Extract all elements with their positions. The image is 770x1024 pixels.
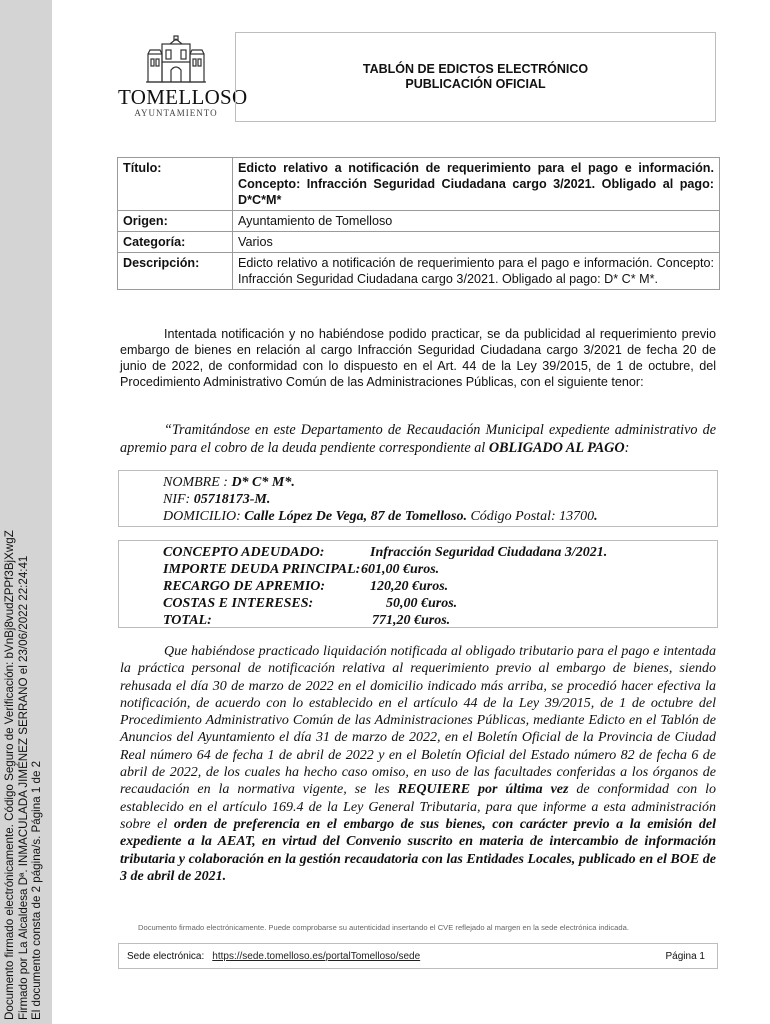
header-box xyxy=(235,32,716,122)
footer-note: Documento firmado electrónicamente. Puede comprobarse su autenticidad insertando el CVE reflejado al margen en la sede electrónica indicada. xyxy=(138,923,629,932)
quote-bold: OBLIGADO AL PAGO xyxy=(488,440,625,456)
debt-row xyxy=(163,595,717,612)
debtor-name-line xyxy=(163,474,717,491)
nif-label: NIF: xyxy=(163,492,194,507)
categoria-value: Varios xyxy=(233,232,720,253)
domicilio-value: Calle López De Vega, 87 de Tomelloso. xyxy=(244,509,467,524)
quote-end: : xyxy=(624,440,630,456)
req-text-2: de conformidad con lo establecido en el artículo 169.4 de la Ley General Tributaria, para que informe a esta administración sobre el xyxy=(120,782,716,832)
debt-row xyxy=(163,544,717,561)
debt-label: RECARGO DE APREMIO: xyxy=(163,579,326,594)
table-row xyxy=(118,211,720,232)
table-row xyxy=(118,232,720,253)
debt-label: CONCEPTO ADEUDADO: xyxy=(163,545,325,560)
descripcion-value: Edicto relativo a notificación de requerimiento para el pago e información. Concepto: Infracción Seguridad Ciudadana cargo 3/2021. Obligado al pago: D* C* M*. xyxy=(233,253,720,290)
debt-box xyxy=(118,540,718,628)
postal-code-end: . xyxy=(594,509,598,524)
debtor-box xyxy=(118,470,718,527)
titulo-value: Edicto relativo a notificación de requerimiento para el pago e información. Concepto: Infracción Seguridad Ciudadana cargo 3/2021. Obligado al pago: D*C*M* xyxy=(233,158,720,211)
header-subtitle: PUBLICACIÓN OFICIAL xyxy=(405,77,546,91)
signature-side-text xyxy=(3,530,44,1020)
debt-value: 771,20 €uros. xyxy=(372,613,451,628)
quote-text: “Tramitándose en este Departamento de Recaudación Municipal expediente administrativo de apremio para el cobro de la deuda pendiente correspondiente al xyxy=(120,422,716,456)
debt-value: 601,00 €uros. xyxy=(361,562,440,577)
nombre-value: D* C* M*. xyxy=(231,475,295,490)
debtor-address-line xyxy=(163,508,717,525)
requirement-paragraph xyxy=(120,643,716,885)
sede-link[interactable]: https://sede.tomelloso.es/portalTomelloso/sede xyxy=(212,950,421,962)
debtor-nif-line xyxy=(163,491,717,508)
descripcion-label: Descripción: xyxy=(118,253,233,290)
edict-info-table xyxy=(117,157,720,290)
side-line-pages: El documento consta de 2 página/s. Página 1 de 2 xyxy=(30,760,43,1020)
header-title: TABLÓN DE EDICTOS ELECTRÓNICO xyxy=(362,62,589,76)
signature-side-strip xyxy=(0,0,52,1024)
nif-value: 05718173-M. xyxy=(193,492,271,507)
req-text-1: Que habiéndose practicado liquidación notificada al obligado tributario para el pago e intentada la práctica personal de notificación relativa al requerimiento previo al embargo de bienes, siendo rehusada el día 30 de marzo de 2022 en el domicilio indicado más arriba, se procedió hacer efectiva la notificación, de acuerdo con lo establecido en el artículo 44 de la Ley 39/2015, de 1 de octubre del Procedimiento Administrativo Común de las Administraciones Públicas, mediante Edicto en el Tablón de Anuncios del Ayuntamiento el día 31 de marzo de 2022, en el Boletín Oficial de la Provincia de Ciudad Real número 64 de fecha 1 de abril de 2022 y en el Boletín Oficial del Estado número 82 de fecha 6 de abril de 2022, de los cuales ha hecho caso omiso, en uso de las facultades conferidas a los órganos de recaudación en la normativa vigente, se les xyxy=(120,644,716,798)
req-bold-1: REQUIERE por última vez xyxy=(397,782,569,798)
table-row xyxy=(118,158,720,211)
intro-paragraph: Intentada notificación y no habiéndose podido practicar, se da publicidad al requerimiento previo embargo de bienes en relación al cargo Infracción Seguridad Ciudadana cargo 3/2021 de fecha 20 de junio de 2022, de conformidad con lo dispuesto en el Art. 44 de la Ley 39/2015, de 1 de octubre, del Procedimiento Administrativo Común de las Administraciones Públicas, con el siguiente tenor: xyxy=(120,327,716,389)
logo-name: TOMELLOSO xyxy=(118,85,248,109)
page-number: Página 1 xyxy=(665,950,705,962)
sede-label: Sede electrónica: xyxy=(127,950,205,962)
debt-label: IMPORTE DEUDA PRINCIPAL: xyxy=(163,562,361,577)
table-row xyxy=(118,253,720,290)
domicilio-label: DOMICILIO: xyxy=(163,509,245,524)
logo-subtitle: AYUNTAMIENTO xyxy=(134,108,218,118)
debt-row xyxy=(163,612,717,629)
debt-value: 50,00 €uros. xyxy=(386,596,458,611)
postal-code: Código Postal: 13700 xyxy=(466,509,595,524)
debt-row xyxy=(163,561,717,578)
debt-label: COSTAS E INTERESES: xyxy=(163,596,314,611)
titulo-label: Título: xyxy=(118,158,233,211)
categoria-label: Categoría: xyxy=(118,232,233,253)
debt-row xyxy=(163,578,717,595)
quote-paragraph xyxy=(120,421,716,457)
debt-value: Infracción Seguridad Ciudadana 3/2021. xyxy=(370,545,608,560)
footer-box xyxy=(118,943,718,969)
town-hall-emblem-icon xyxy=(144,34,208,84)
req-bold-2: orden de preferencia en el embargo de sus bienes, con carácter previo a la emisión del expediente a la AEAT, en virtud del Convenio suscrito en materia de intercambio de información tributaria y colaboración en la gestión recaudatoria con las Entidades Locales, publicado en el BOE de 3 de abril de 2021. xyxy=(120,816,716,884)
tomelloso-logo xyxy=(118,34,248,120)
debt-label: TOTAL: xyxy=(163,613,212,628)
origen-value: Ayuntamiento de Tomelloso xyxy=(233,211,720,232)
side-line-verification: Documento firmado electrónicamente. Código Seguro de Verificación: bVnBj8vudZPPf3BjXwgZ xyxy=(3,530,16,1020)
debt-value: 120,20 €uros. xyxy=(370,579,449,594)
nombre-label: NOMBRE : xyxy=(163,475,232,490)
origen-label: Origen: xyxy=(118,211,233,232)
side-line-signer: Firmado por La Alcaldesa Dª. INMACULADA JIMÉNEZ SERRANO el 23/06/2022 22:24:41 xyxy=(16,555,30,1020)
